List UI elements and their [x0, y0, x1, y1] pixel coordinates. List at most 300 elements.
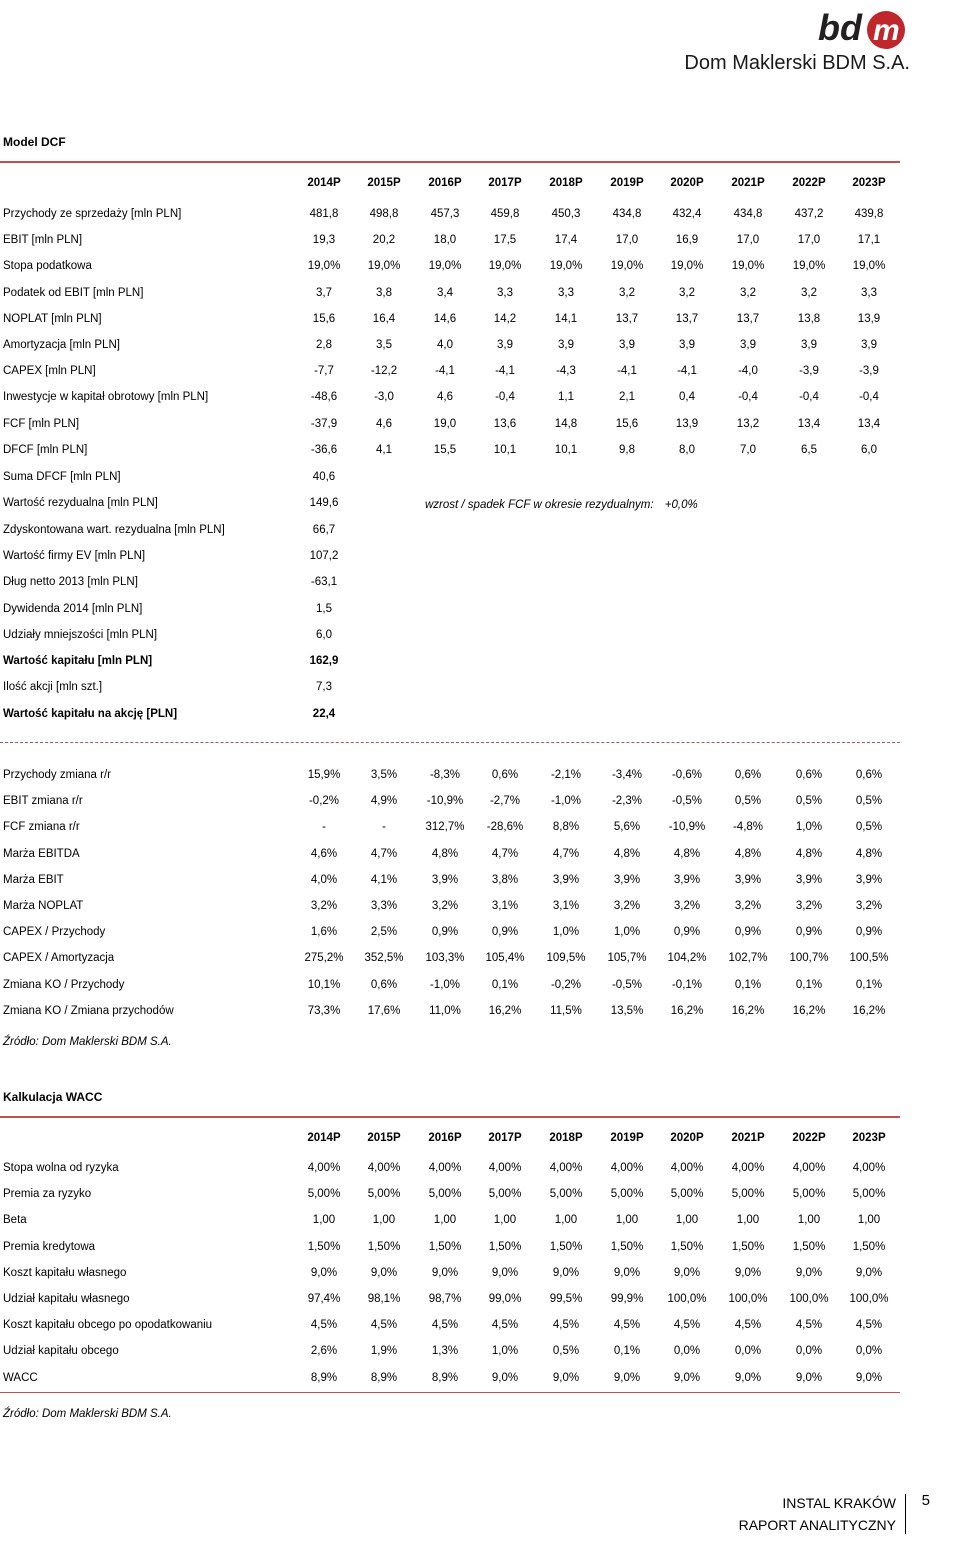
- row-label: EBIT [mln PLN]: [3, 234, 83, 247]
- table-cell: 5,6%: [613, 821, 641, 834]
- row-label: Koszt kapitału własnego: [3, 1266, 127, 1279]
- table-row: [0, 1238, 900, 1256]
- table-cell: 19,0%: [731, 260, 765, 273]
- table-cell: 8,9%: [431, 1371, 459, 1384]
- table-cell: 481,8: [309, 208, 339, 220]
- table-cell: 0,5%: [552, 1345, 580, 1358]
- table-cell: -0,1%: [671, 978, 703, 991]
- table-cell: 4,8%: [734, 847, 762, 860]
- table-cell: -7,7: [314, 365, 334, 378]
- table-cell: 4,6: [376, 417, 392, 430]
- table-cell: 16,2%: [731, 1004, 765, 1017]
- table-cell: 13,7: [675, 312, 699, 325]
- table-row: [0, 441, 900, 459]
- table-cell: 3,9%: [552, 873, 580, 886]
- row-label: Ilość akcji [mln szt.]: [3, 681, 103, 694]
- table-cell: 3,8%: [491, 873, 519, 886]
- table-cell: 14,1: [554, 312, 578, 325]
- table-cell: 19,0%: [792, 260, 826, 273]
- table-cell: 4,5%: [310, 1319, 338, 1332]
- table-cell: 4,5%: [734, 1319, 762, 1332]
- table-row: [0, 284, 900, 302]
- row-label: Stopa podatkowa: [3, 260, 92, 273]
- table-cell: 16,2%: [792, 1004, 826, 1017]
- dcf-dashed-separator: [0, 742, 900, 743]
- table-cell: 102,7%: [728, 952, 768, 965]
- table-row: [0, 949, 900, 967]
- table-row: [0, 626, 900, 644]
- table-cell: 4,00%: [307, 1162, 341, 1174]
- table-cell: 3,9%: [613, 873, 641, 886]
- year-header-cell: 2023P: [852, 177, 886, 189]
- footer-divider: [905, 1494, 906, 1534]
- table-cell: 3,8: [376, 286, 392, 299]
- table-cell: 0,1%: [734, 978, 762, 991]
- table-cell: -0,6%: [671, 769, 703, 781]
- table-row: [0, 845, 900, 863]
- table-cell: 4,5%: [613, 1319, 641, 1332]
- table-cell: 100,5%: [849, 952, 889, 965]
- table-cell: -0,4: [799, 391, 819, 404]
- row-label: Stopa wolna od ryzyka: [3, 1162, 119, 1174]
- table-cell: 2,8: [316, 339, 332, 351]
- table-cell: 4,6%: [310, 847, 338, 860]
- table-cell: 3,2%: [673, 900, 701, 912]
- table-cell: 3,9: [558, 339, 574, 351]
- wacc-title-underline: [0, 1116, 900, 1118]
- table-cell: 0,9%: [673, 926, 701, 939]
- table-cell: 1,00: [736, 1214, 760, 1227]
- table-cell: 3,9%: [795, 873, 823, 886]
- row-label: Wartość kapitału [mln PLN]: [3, 655, 153, 668]
- dcf-title-underline: [0, 161, 900, 163]
- table-cell: 1,50%: [852, 1240, 886, 1253]
- table-cell: 0,6%: [855, 769, 883, 781]
- table-cell: 4,8%: [613, 847, 641, 860]
- table-row: [0, 705, 900, 723]
- row-label: Udział kapitału obcego: [3, 1345, 119, 1358]
- table-row: [0, 1342, 900, 1360]
- table-cell: 16,2%: [670, 1004, 704, 1017]
- table-cell: 9,0%: [491, 1371, 519, 1384]
- table-cell: 11,5%: [550, 1004, 582, 1017]
- table-cell: 1,0%: [552, 926, 580, 939]
- table-cell: 3,9: [801, 339, 817, 351]
- table-cell: 1,50%: [670, 1240, 704, 1253]
- table-cell: 9,0%: [673, 1371, 701, 1384]
- table-cell: 1,00: [433, 1214, 457, 1227]
- table-cell: 0,1%: [613, 1345, 641, 1358]
- table-cell: -10,9%: [668, 821, 706, 834]
- residual-growth-value: +0,0%: [664, 499, 698, 511]
- table-cell: 17,1: [857, 234, 881, 247]
- row-label: Zdyskontowana wart. rezydualna [mln PLN]: [3, 523, 225, 536]
- table-cell: 99,9%: [610, 1293, 644, 1305]
- table-cell: 5,00%: [852, 1188, 886, 1201]
- table-cell: -36,6: [310, 443, 338, 456]
- table-cell: 3,2%: [795, 900, 823, 912]
- summary-value: 22,4: [312, 707, 336, 720]
- table-cell: 0,6%: [734, 769, 762, 781]
- table-cell: 0,9%: [734, 926, 762, 939]
- row-label: WACC: [3, 1371, 38, 1384]
- table-cell: -12,2: [370, 365, 398, 378]
- row-label: Marża EBIT: [3, 873, 64, 886]
- table-cell: 352,5%: [364, 952, 404, 965]
- table-row: [0, 231, 900, 249]
- table-cell: 4,0: [437, 339, 453, 351]
- table-cell: 437,2: [794, 208, 824, 220]
- table-cell: 4,1%: [370, 873, 398, 886]
- table-cell: 8,8%: [552, 821, 580, 834]
- table-cell: 9,8: [619, 443, 635, 456]
- table-cell: -2,1%: [550, 769, 582, 781]
- table-cell: 4,1: [376, 443, 392, 456]
- table-cell: 19,0%: [670, 260, 704, 273]
- residual-growth-note: [425, 496, 698, 514]
- table-cell: 105,7%: [607, 952, 647, 965]
- table-cell: 1,00: [554, 1214, 578, 1227]
- table-cell: 16,4: [372, 312, 396, 325]
- table-cell: 105,4%: [485, 952, 525, 965]
- table-cell: 4,8%: [795, 847, 823, 860]
- table-cell: 0,0%: [795, 1345, 823, 1358]
- summary-value: 1,5: [316, 602, 332, 615]
- table-cell: 0,4: [679, 391, 695, 404]
- table-cell: 5,00%: [488, 1188, 522, 1201]
- table-cell: 20,2: [372, 234, 396, 247]
- table-cell: 1,0%: [795, 821, 823, 834]
- summary-value: 149,6: [309, 497, 339, 510]
- table-cell: -4,1: [495, 365, 515, 378]
- table-cell: 6,5: [801, 443, 817, 456]
- table-cell: 3,2%: [734, 900, 762, 912]
- year-header-cell: 2023P: [852, 1132, 886, 1144]
- table-cell: -2,7%: [489, 795, 521, 808]
- table-cell: 3,2%: [310, 900, 338, 912]
- table-cell: 4,5%: [431, 1319, 459, 1332]
- table-cell: 0,6%: [795, 769, 823, 781]
- page-number: 5: [921, 1492, 930, 1509]
- year-header-cell: 2019P: [610, 177, 644, 189]
- table-cell: 7,0: [740, 443, 756, 456]
- table-cell: 9,0%: [673, 1266, 701, 1279]
- summary-value: 6,0: [316, 628, 332, 641]
- year-header-cell: 2016P: [428, 1132, 462, 1144]
- table-cell: -: [322, 821, 326, 834]
- table-cell: 1,9%: [370, 1345, 398, 1358]
- table-cell: 0,5%: [734, 795, 762, 808]
- table-cell: 0,1%: [491, 978, 519, 991]
- table-cell: 9,0%: [795, 1266, 823, 1279]
- table-row: [0, 468, 900, 486]
- table-cell: -: [382, 821, 386, 834]
- table-cell: 19,0%: [488, 260, 522, 273]
- table-cell: 3,2: [740, 286, 756, 299]
- table-row: [0, 1369, 900, 1387]
- table-cell: 9,0%: [310, 1266, 338, 1279]
- table-cell: 13,7: [615, 312, 639, 325]
- row-label: CAPEX [mln PLN]: [3, 365, 96, 378]
- table-cell: 4,7%: [491, 847, 519, 860]
- row-label: Przychody zmiana r/r: [3, 769, 112, 781]
- table-cell: 2,1: [619, 391, 635, 404]
- table-row: [0, 547, 900, 565]
- table-row: [0, 818, 900, 836]
- table-cell: 4,00%: [549, 1162, 583, 1174]
- row-label: Dywidenda 2014 [mln PLN]: [3, 602, 143, 615]
- row-label: Premia kredytowa: [3, 1240, 96, 1253]
- table-cell: 439,8: [854, 208, 884, 220]
- table-cell: 1,0%: [491, 1345, 519, 1358]
- table-cell: 100,0%: [849, 1293, 889, 1305]
- table-row: [0, 362, 900, 380]
- wacc-year-header: [0, 1129, 900, 1147]
- table-cell: -37,9: [310, 417, 338, 430]
- table-cell: -3,9: [859, 365, 879, 378]
- table-cell: 4,5%: [855, 1319, 883, 1332]
- table-cell: 100,0%: [789, 1293, 829, 1305]
- table-row: [0, 792, 900, 810]
- table-cell: 9,0%: [491, 1266, 519, 1279]
- table-row: [0, 652, 900, 670]
- table-cell: 103,3%: [425, 952, 465, 965]
- row-label: Koszt kapitału obcego po opodatkowaniu: [3, 1319, 213, 1332]
- table-cell: 9,0%: [552, 1266, 580, 1279]
- table-cell: 4,00%: [852, 1162, 886, 1174]
- table-cell: 434,8: [733, 208, 763, 220]
- table-row: [0, 1316, 900, 1334]
- table-cell: 3,2: [679, 286, 695, 299]
- year-header-cell: 2015P: [367, 177, 401, 189]
- table-cell: 0,1%: [795, 978, 823, 991]
- year-header-cell: 2020P: [670, 1132, 704, 1144]
- table-cell: 9,0%: [734, 1371, 762, 1384]
- table-cell: 1,50%: [731, 1240, 765, 1253]
- table-cell: 14,2: [493, 312, 517, 325]
- table-cell: 6,0: [861, 443, 877, 456]
- table-cell: 5,00%: [367, 1188, 401, 1201]
- table-cell: 4,6: [437, 391, 453, 404]
- page-footer: [730, 1492, 930, 1536]
- table-cell: -0,4: [738, 391, 758, 404]
- table-cell: 15,6: [312, 312, 336, 325]
- table-cell: 73,3%: [307, 1004, 341, 1017]
- table-cell: 1,50%: [792, 1240, 826, 1253]
- table-cell: 10,1: [554, 443, 578, 456]
- table-cell: 3,2: [619, 286, 635, 299]
- table-cell: 1,00: [675, 1214, 699, 1227]
- table-row: [0, 1185, 900, 1203]
- table-cell: -0,4: [495, 391, 515, 404]
- residual-growth-label: wzrost / spadek FCF w okresie rezydualnym:: [425, 499, 654, 511]
- year-header-cell: 2022P: [792, 177, 826, 189]
- row-label: Wartość firmy EV [mln PLN]: [3, 549, 146, 562]
- table-cell: 8,9%: [310, 1371, 338, 1384]
- year-header-cell: 2018P: [549, 1132, 583, 1144]
- table-cell: -4,0: [738, 365, 758, 378]
- table-cell: 17,0: [797, 234, 821, 247]
- row-label: Dług netto 2013 [mln PLN]: [3, 576, 138, 589]
- table-cell: 4,9%: [370, 795, 398, 808]
- table-row: [0, 415, 900, 433]
- table-cell: 1,00: [615, 1214, 639, 1227]
- row-label: Marża NOPLAT: [3, 900, 84, 912]
- table-cell: 3,9: [740, 339, 756, 351]
- table-cell: 1,00: [372, 1214, 396, 1227]
- footer-company: INSTAL KRAKÓW: [782, 1495, 896, 1511]
- table-cell: -3,0: [374, 391, 394, 404]
- wacc-source: Źródło: Dom Maklerski BDM S.A.: [3, 1408, 172, 1420]
- table-cell: 9,0%: [552, 1371, 580, 1384]
- table-cell: 4,00%: [367, 1162, 401, 1174]
- summary-value: 162,9: [309, 655, 339, 668]
- row-label: Beta: [3, 1214, 27, 1227]
- table-cell: 0,9%: [855, 926, 883, 939]
- table-cell: 4,8%: [673, 847, 701, 860]
- table-cell: 5,00%: [307, 1188, 341, 1201]
- table-cell: 9,0%: [734, 1266, 762, 1279]
- table-cell: 4,5%: [673, 1319, 701, 1332]
- table-cell: 4,00%: [792, 1162, 826, 1174]
- table-row: [0, 1159, 900, 1177]
- table-cell: 99,0%: [488, 1293, 522, 1305]
- summary-value: -63,1: [310, 576, 338, 589]
- table-cell: 1,00: [857, 1214, 881, 1227]
- table-cell: -10,9%: [426, 795, 464, 808]
- row-label: Podatek od EBIT [mln PLN]: [3, 286, 144, 299]
- table-cell: -4,1: [617, 365, 637, 378]
- svg-text:m: m: [873, 14, 900, 47]
- row-label: Suma DFCF [mln PLN]: [3, 471, 121, 483]
- table-cell: 3,9%: [431, 873, 459, 886]
- table-cell: 17,4: [554, 234, 578, 247]
- table-cell: 14,6: [433, 312, 457, 325]
- footer-report-type: RAPORT ANALITYCZNY: [738, 1517, 896, 1533]
- row-label: Przychody ze sprzedaży [mln PLN]: [3, 208, 182, 220]
- table-cell: 17,6%: [367, 1004, 401, 1017]
- year-header-cell: 2017P: [488, 177, 522, 189]
- row-label: Udziały mniejszości [mln PLN]: [3, 628, 158, 641]
- table-cell: 1,50%: [367, 1240, 401, 1253]
- table-cell: 4,0%: [310, 873, 338, 886]
- year-header-cell: 2016P: [428, 177, 462, 189]
- table-row: [0, 1002, 900, 1020]
- table-row: [0, 678, 900, 696]
- row-label: Marża EBITDA: [3, 847, 80, 860]
- table-cell: 4,5%: [491, 1319, 519, 1332]
- table-cell: 0,5%: [855, 821, 883, 834]
- table-cell: 8,0: [679, 443, 695, 456]
- table-row: [0, 871, 900, 889]
- table-cell: 104,2%: [667, 952, 707, 965]
- table-row: [0, 1290, 900, 1308]
- row-label: DFCF [mln PLN]: [3, 443, 88, 456]
- table-cell: 3,3: [558, 286, 574, 299]
- table-cell: 3,9: [861, 339, 877, 351]
- table-cell: -4,8%: [732, 821, 764, 834]
- table-cell: 1,6%: [310, 926, 338, 939]
- row-label: Zmiana KO / Zmiana przychodów: [3, 1004, 174, 1017]
- row-label: Wartość rezydualna [mln PLN]: [3, 497, 158, 510]
- table-cell: 97,4%: [307, 1293, 341, 1305]
- table-cell: 13,6: [493, 417, 517, 430]
- table-cell: 0,0%: [734, 1345, 762, 1358]
- table-row: [0, 1264, 900, 1282]
- table-row: [0, 310, 900, 328]
- table-cell: 4,00%: [428, 1162, 462, 1174]
- dcf-source: Źródło: Dom Maklerski BDM S.A.: [3, 1036, 172, 1048]
- table-cell: 3,2%: [613, 900, 641, 912]
- table-cell: 1,00: [312, 1214, 336, 1227]
- table-row: [0, 600, 900, 618]
- table-cell: 15,9%: [307, 769, 341, 781]
- table-cell: 10,1: [493, 443, 517, 456]
- table-cell: 13,2: [736, 417, 760, 430]
- year-header-cell: 2021P: [731, 1132, 765, 1144]
- table-cell: 3,2: [801, 286, 817, 299]
- table-cell: 3,3%: [370, 900, 398, 912]
- table-cell: 100,7%: [789, 952, 829, 965]
- table-cell: 3,7: [316, 286, 332, 299]
- table-row: [0, 573, 900, 591]
- year-header-cell: 2014P: [307, 177, 341, 189]
- table-cell: 16,2%: [852, 1004, 886, 1017]
- table-cell: 4,7%: [370, 847, 398, 860]
- table-cell: 1,50%: [610, 1240, 644, 1253]
- table-cell: 0,5%: [795, 795, 823, 808]
- table-cell: 4,00%: [670, 1162, 704, 1174]
- table-cell: -28,6%: [486, 821, 524, 834]
- table-cell: 312,7%: [425, 821, 465, 834]
- table-cell: 1,00: [493, 1214, 517, 1227]
- table-cell: -4,3: [556, 365, 576, 378]
- summary-value: 7,3: [316, 681, 332, 694]
- table-cell: -8,3%: [429, 769, 461, 781]
- table-cell: 109,5%: [546, 952, 586, 965]
- table-row: [0, 336, 900, 354]
- table-cell: 19,0%: [852, 260, 886, 273]
- table-cell: 13,7: [736, 312, 760, 325]
- table-cell: -4,1: [435, 365, 455, 378]
- table-cell: 13,4: [797, 417, 821, 430]
- table-cell: 98,1%: [367, 1293, 401, 1305]
- row-label: NOPLAT [mln PLN]: [3, 312, 102, 325]
- table-cell: -1,0%: [429, 978, 461, 991]
- table-cell: 19,0: [433, 417, 457, 430]
- table-cell: 19,0%: [428, 260, 462, 273]
- bdm-logo: [670, 6, 910, 76]
- table-cell: 3,5: [376, 339, 392, 351]
- table-cell: 9,0%: [613, 1371, 641, 1384]
- wacc-title: Kalkulacja WACC: [3, 1090, 103, 1104]
- table-cell: 3,2%: [855, 900, 883, 912]
- table-cell: 5,00%: [670, 1188, 704, 1201]
- table-cell: 3,9%: [734, 873, 762, 886]
- row-label: CAPEX / Amortyzacja: [3, 952, 115, 965]
- year-header-cell: 2017P: [488, 1132, 522, 1144]
- table-row: [0, 1211, 900, 1229]
- table-cell: 19,3: [312, 234, 336, 247]
- table-cell: 18,0: [433, 234, 457, 247]
- table-cell: -0,5%: [611, 978, 643, 991]
- table-cell: 17,0: [615, 234, 639, 247]
- table-cell: 4,7%: [552, 847, 580, 860]
- table-cell: 3,1%: [491, 900, 519, 912]
- table-cell: 5,00%: [792, 1188, 826, 1201]
- year-header-cell: 2014P: [307, 1132, 341, 1144]
- dcf-year-header: [0, 174, 900, 192]
